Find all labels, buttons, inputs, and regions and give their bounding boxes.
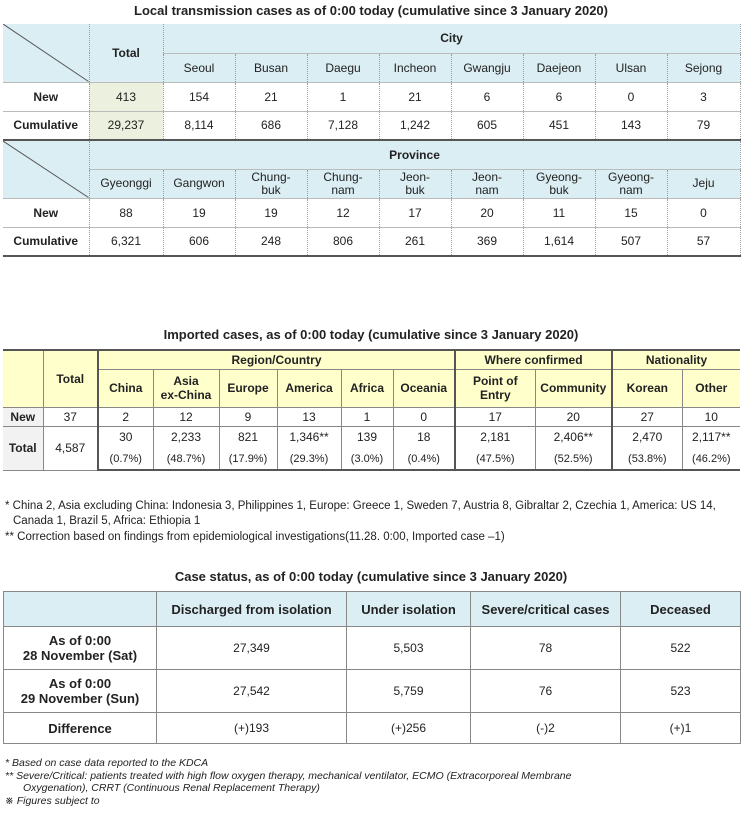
imported-new-value: 10 — [682, 407, 740, 426]
imported-col-header: Oceania — [393, 369, 455, 407]
imported-cum-value: 139 — [341, 426, 393, 448]
city-new-value: 0 — [595, 82, 667, 111]
imported-col-header: Europe — [219, 369, 277, 407]
status-value: 76 — [471, 670, 621, 713]
province-cum-value: 606 — [163, 227, 235, 256]
footnote-4: ※ Figures subject to — [5, 795, 100, 807]
status-row-label-line1: As of 0:00 — [48, 676, 112, 691]
imported-col-header: Other — [682, 369, 740, 407]
imported-new-value: 17 — [455, 407, 535, 426]
status-row-label-line2: 28 November (Sat) — [22, 648, 138, 663]
province-col-header: Gangwon — [163, 169, 235, 198]
imported-cum-percent: (48.7%) — [153, 448, 219, 470]
province-cum-value: 6,321 — [89, 227, 163, 256]
province-new-value: 12 — [307, 198, 379, 227]
city-new-value: 6 — [523, 82, 595, 111]
city-cum-value: 605 — [451, 111, 523, 140]
imported-note-2: ** Correction based on findings from epidemiological investigations(11.28. 0:00, Imported case –1) — [5, 531, 505, 543]
imported-col-header: Asia ex-China — [153, 369, 219, 407]
nationality-header: Nationality — [612, 350, 740, 369]
city-col-header: Ulsan — [595, 53, 667, 82]
province-cum-value: 248 — [235, 227, 307, 256]
province-col-header: Jeju — [667, 169, 740, 198]
province-col-header: Gyeonggi — [89, 169, 163, 198]
province-col-header: Chung- nam — [307, 169, 379, 198]
corner-cell — [3, 140, 89, 198]
row-label-cumulative: Cumulative — [3, 227, 89, 256]
imported-cum-value: 821 — [219, 426, 277, 448]
status-difference-label: Difference — [4, 713, 157, 744]
imported-col-header: Point of Entry — [455, 369, 535, 407]
status-value: 78 — [471, 627, 621, 670]
province-cum-value: 369 — [451, 227, 523, 256]
province-header: Province — [89, 140, 740, 169]
status-value: 27,349 — [157, 627, 347, 670]
city-new-value: 6 — [451, 82, 523, 111]
imported-cum-value: 2,233 — [153, 426, 219, 448]
total-cum-value: 29,237 — [89, 111, 163, 140]
status-col-header: Discharged from isolation — [157, 592, 347, 627]
imported-col-header: China — [98, 369, 153, 407]
city-cum-value: 79 — [667, 111, 740, 140]
province-new-value: 15 — [595, 198, 667, 227]
city-new-value: 154 — [163, 82, 235, 111]
city-cum-value: 451 — [523, 111, 595, 140]
imported-new-value: 13 — [277, 407, 341, 426]
imported-new-value: 27 — [612, 407, 682, 426]
status-row-label — [4, 670, 157, 713]
status-row-label — [4, 627, 157, 670]
imported-cum-value: 2,470 — [612, 426, 682, 448]
status-col-header: Severe/critical cases — [471, 592, 621, 627]
footnote-2: ** Severe/Critical: patients treated with high flow oxygen therapy, mechanical ventilator, ECMO (Extracorporeal Membrane — [5, 770, 572, 782]
city-cum-value: 7,128 — [307, 111, 379, 140]
imported-cum-total: 4,587 — [43, 426, 98, 470]
city-cum-value: 686 — [235, 111, 307, 140]
row-label-total: Total — [3, 426, 43, 470]
status-row-label-line1: As of 0:00 — [48, 633, 112, 648]
imported-new-value: 20 — [535, 407, 612, 426]
province-cum-value: 1,614 — [523, 227, 595, 256]
province-new-value: 19 — [235, 198, 307, 227]
total-new-value: 413 — [89, 82, 163, 111]
status-row-label-line2: 29 November (Sun) — [20, 691, 140, 706]
status-difference-value: (+)193 — [157, 713, 347, 744]
status-value: 522 — [621, 627, 741, 670]
imported-total-header: Total — [43, 350, 98, 407]
status-value: 5,503 — [347, 627, 471, 670]
status-value: 5,759 — [347, 670, 471, 713]
province-cum-value: 806 — [307, 227, 379, 256]
city-new-value: 3 — [667, 82, 740, 111]
province-col-header: Gyeong- nam — [595, 169, 667, 198]
local-transmission-table — [3, 24, 741, 257]
status-value: 523 — [621, 670, 741, 713]
city-col-header: Busan — [235, 53, 307, 82]
province-col-header: Gyeong- buk — [523, 169, 595, 198]
footnote-3: Oxygenation), CRRT (Continuous Renal Replacement Therapy) — [23, 782, 320, 794]
imported-table-title: Imported cases, as of 0:00 today (cumulative since 3 January 2020) — [163, 327, 579, 342]
corner-cell — [3, 24, 89, 82]
imported-new-value: 0 — [393, 407, 455, 426]
imported-cum-value: 2,406** — [535, 426, 612, 448]
city-col-header: Seoul — [163, 53, 235, 82]
city-col-header: Daegu — [307, 53, 379, 82]
province-new-value: 19 — [163, 198, 235, 227]
province-col-header: Chung- buk — [235, 169, 307, 198]
region-country-header: Region/Country — [98, 350, 455, 369]
case-status-table — [3, 591, 741, 744]
province-new-value: 88 — [89, 198, 163, 227]
imported-cum-percent: (29.3%) — [277, 448, 341, 470]
imported-col-header: America — [277, 369, 341, 407]
province-new-value: 17 — [379, 198, 451, 227]
status-difference-value: (+)1 — [621, 713, 741, 744]
row-label-new: New — [3, 82, 89, 111]
imported-new-value: 1 — [341, 407, 393, 426]
imported-cases-table — [3, 349, 740, 471]
imported-col-header: Community — [535, 369, 612, 407]
city-header: City — [163, 24, 740, 53]
status-col-header: Under isolation — [347, 592, 471, 627]
status-table-title: Case status, as of 0:00 today (cumulative since 3 January 2020) — [174, 569, 568, 584]
imported-cum-percent: (53.8%) — [612, 448, 682, 470]
imported-cum-value: 18 — [393, 426, 455, 448]
city-col-header: Gwangju — [451, 53, 523, 82]
imported-cum-value: 2,117** — [682, 426, 740, 448]
imported-new-value: 2 — [98, 407, 153, 426]
province-col-header: Jeon- buk — [379, 169, 451, 198]
imported-col-header: Korean — [612, 369, 682, 407]
city-cum-value: 8,114 — [163, 111, 235, 140]
imported-new-total: 37 — [43, 407, 98, 426]
province-cum-value: 261 — [379, 227, 451, 256]
where-confirmed-header: Where confirmed — [455, 350, 612, 369]
province-new-value: 0 — [667, 198, 740, 227]
imported-cum-percent: (0.7%) — [98, 448, 153, 470]
status-difference-value: (-)2 — [471, 713, 621, 744]
imported-cum-percent: (0.4%) — [393, 448, 455, 470]
local-table-title: Local transmission cases as of 0:00 today (cumulative since 3 January 2020) — [134, 3, 608, 18]
imported-cum-value: 30 — [98, 426, 153, 448]
city-new-value: 21 — [235, 82, 307, 111]
status-difference-value: (+)256 — [347, 713, 471, 744]
imported-cum-percent: (52.5%) — [535, 448, 612, 470]
total-header: Total — [89, 24, 163, 82]
imported-cum-value: 1,346** — [277, 426, 341, 448]
status-col-header: Deceased — [621, 592, 741, 627]
province-cum-value: 507 — [595, 227, 667, 256]
row-label-new: New — [3, 198, 89, 227]
province-cum-value: 57 — [667, 227, 740, 256]
imported-new-value: 9 — [219, 407, 277, 426]
imported-cum-percent: (47.5%) — [455, 448, 535, 470]
city-cum-value: 143 — [595, 111, 667, 140]
imported-cum-percent: (17.9%) — [219, 448, 277, 470]
row-label-cumulative: Cumulative — [3, 111, 89, 140]
imported-cum-percent: (46.2%) — [682, 448, 740, 470]
imported-col-header: Africa — [341, 369, 393, 407]
row-label-new: New — [3, 407, 43, 426]
city-col-header: Daejeon — [523, 53, 595, 82]
imported-note-1: * China 2, Asia excluding China: Indonesia 3, Philippines 1, Europe: Greece 1, Sweden 7, Austria 8, Gibraltar 2, Czechia 1, America: US 14, Canada 1, Brazil 5, Africa: Ethiopia 1 — [5, 500, 716, 527]
city-cum-value: 1,242 — [379, 111, 451, 140]
imported-cum-value: 2,181 — [455, 426, 535, 448]
province-col-header: Jeon- nam — [451, 169, 523, 198]
city-col-header: Sejong — [667, 53, 740, 82]
province-new-value: 20 — [451, 198, 523, 227]
province-new-value: 11 — [523, 198, 595, 227]
city-new-value: 21 — [379, 82, 451, 111]
imported-cum-percent: (3.0%) — [341, 448, 393, 470]
status-corner-cell — [4, 592, 157, 627]
city-new-value: 1 — [307, 82, 379, 111]
imported-new-value: 12 — [153, 407, 219, 426]
status-value: 27,542 — [157, 670, 347, 713]
footnote-1: * Based on case data reported to the KDCA — [5, 757, 209, 769]
city-col-header: Incheon — [379, 53, 451, 82]
corner-cell — [3, 350, 43, 407]
